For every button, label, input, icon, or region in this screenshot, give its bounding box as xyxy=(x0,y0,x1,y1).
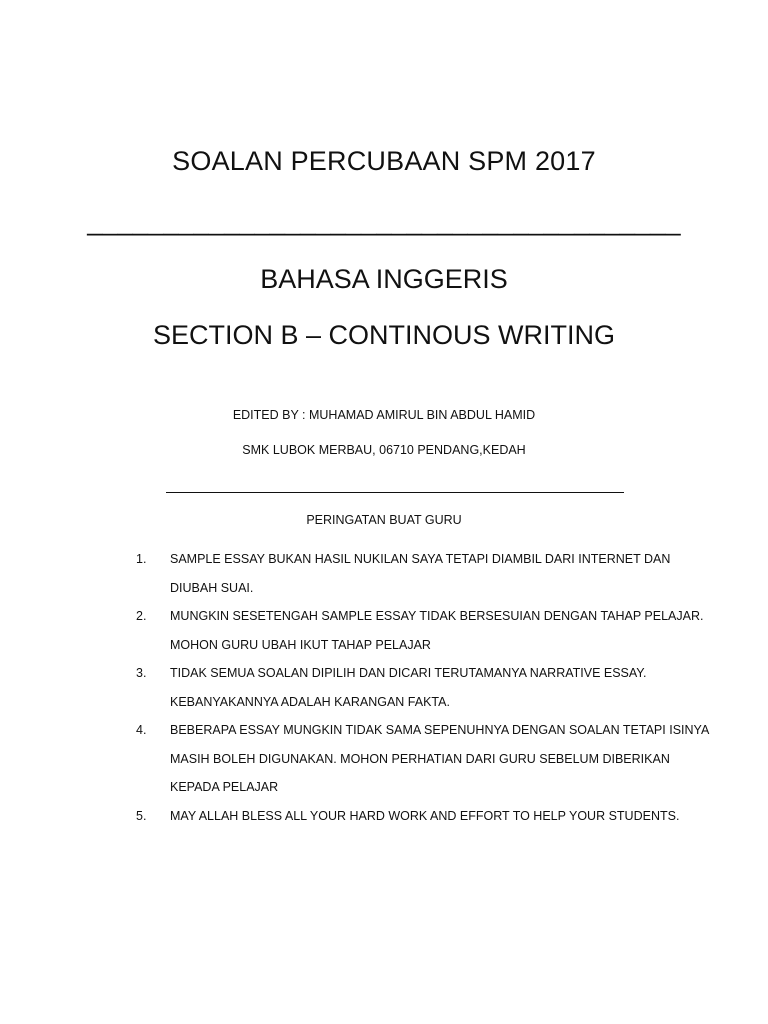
editor-line: EDITED BY : MUHAMAD AMIRUL BIN ABDUL HAMID xyxy=(232,408,536,422)
list-item-text: MUNGKIN SESETENGAH SAMPLE ESSAY TIDAK BERSESUIAN DENGAN TAHAP PELAJAR. MOHON GURU UBAH IKUT TAHAP PELAJAR xyxy=(170,609,704,652)
notes-list xyxy=(0,545,768,830)
list-item xyxy=(0,659,768,716)
subject-heading: BAHASA INGGERIS xyxy=(260,264,508,294)
title-separator: _______________________________________ xyxy=(87,206,681,236)
horizontal-divider xyxy=(166,492,624,493)
list-item-number: 3. xyxy=(136,666,147,680)
list-item-text: BEBERAPA ESSAY MUNGKIN TIDAK SAMA SEPENUHNYA DENGAN SOALAN TETAPI ISINYA MASIH BOLEH DIGUNAKAN. MOHON PERHATIAN DARI GURU SEBELUM DIBERIKAN KEPADA PELAJAR xyxy=(170,723,709,794)
list-item xyxy=(0,716,768,802)
list-item-number: 1. xyxy=(136,552,147,566)
list-item xyxy=(0,802,768,831)
list-item-number: 5. xyxy=(136,808,147,823)
notice-heading: PERINGATAN BUAT GURU xyxy=(306,513,462,527)
list-item-number: 2. xyxy=(136,609,147,623)
list-item xyxy=(0,545,768,602)
document-title: SOALAN PERCUBAAN SPM 2017 xyxy=(172,146,596,176)
section-heading: SECTION B – CONTINOUS WRITING xyxy=(152,320,616,350)
list-item-text: TIDAK SEMUA SOALAN DIPILIH DAN DICARI TERUTAMANYA NARRATIVE ESSAY. KEBANYAKANNYA ADALAH KARANGAN FAKTA. xyxy=(170,666,647,709)
list-item-text: MAY ALLAH BLESS ALL YOUR HARD WORK AND EFFORT TO HELP YOUR STUDENTS. xyxy=(170,808,680,823)
list-item-number: 4. xyxy=(136,723,147,737)
list-item-text: SAMPLE ESSAY BUKAN HASIL NUKILAN SAYA TETAPI DIAMBIL DARI INTERNET DAN DIUBAH SUAI. xyxy=(170,552,671,595)
list-item xyxy=(0,602,768,659)
school-line: SMK LUBOK MERBAU, 06710 PENDANG,KEDAH xyxy=(242,443,526,457)
